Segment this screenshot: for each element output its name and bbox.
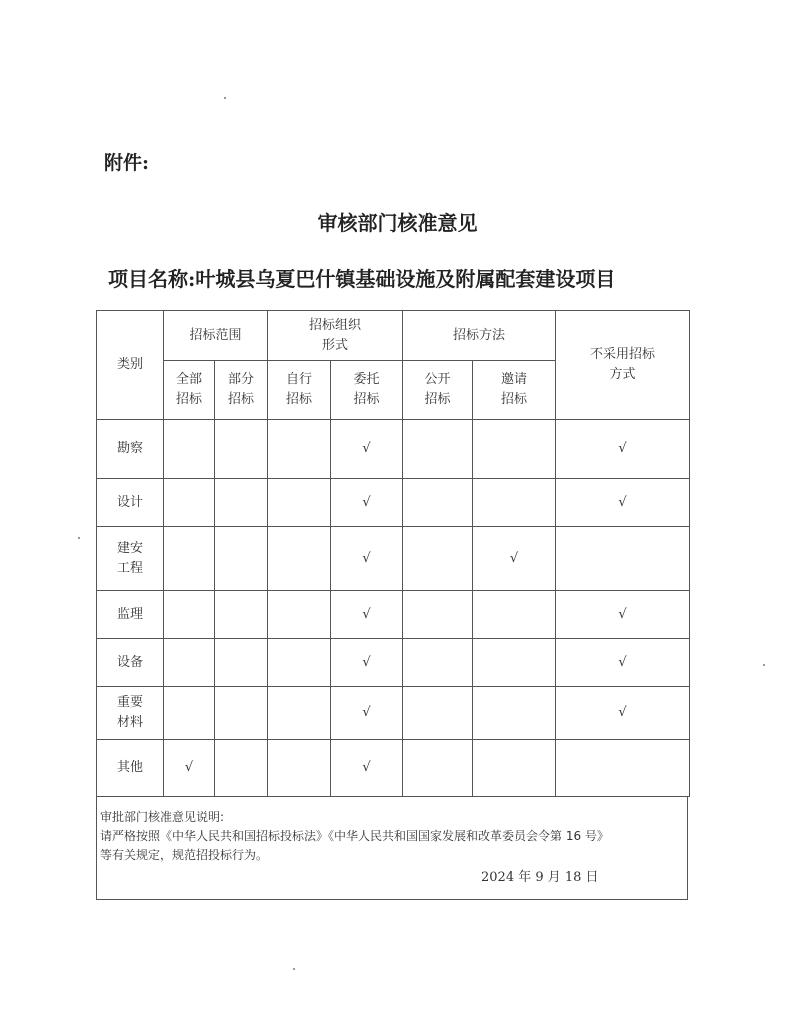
approval-line-1: 请严格按照《中华人民共和国招标投标法》《中华人民共和国国家发展和改革委员会令第 16 号》 — [100, 829, 609, 843]
project-label: 项目名称: — [108, 267, 196, 291]
table-row — [97, 420, 690, 479]
attachment-label: 附件: — [104, 152, 150, 174]
project-name: 叶城县乌夏巴什镇基础设施及附属配套建设项目 — [195, 267, 616, 291]
cell-entrust: √ — [331, 740, 403, 797]
cell-full — [164, 479, 215, 527]
cell-full — [164, 687, 215, 740]
row-category: 建安工程 — [97, 527, 164, 591]
cell-entrust: √ — [331, 479, 403, 527]
cell-self — [268, 740, 331, 797]
approval-date: 2024 年 9 月 18 日 — [481, 870, 599, 885]
table-row — [97, 479, 690, 527]
project-line — [108, 263, 615, 292]
cell-no-bid: √ — [556, 639, 690, 687]
approval-heading: 审批部门核准意见说明: — [100, 810, 225, 824]
cell-full — [164, 639, 215, 687]
scan-speck — [224, 97, 226, 99]
document-title: 审核部门核准意见 — [317, 211, 478, 235]
cell-entrust: √ — [331, 527, 403, 591]
cell-no-bid: √ — [556, 591, 690, 639]
table-row — [97, 639, 690, 687]
cell-self — [268, 479, 331, 527]
cell-open — [403, 687, 473, 740]
cell-partial — [215, 740, 268, 797]
cell-no-bid — [556, 527, 690, 591]
cell-open — [403, 591, 473, 639]
cell-entrust: √ — [331, 687, 403, 740]
cell-open — [403, 479, 473, 527]
header-org: 招标组织形式 — [268, 311, 403, 361]
cell-partial — [215, 420, 268, 479]
row-category: 设备 — [97, 639, 164, 687]
cell-partial — [215, 479, 268, 527]
header-scope: 招标范围 — [164, 311, 268, 361]
scan-speck — [763, 664, 765, 666]
cell-no-bid — [556, 740, 690, 797]
cell-invite — [473, 687, 556, 740]
bidding-table — [96, 310, 690, 797]
cell-self — [268, 591, 331, 639]
header-method: 招标方法 — [403, 311, 556, 361]
scan-speck — [78, 537, 80, 539]
row-category: 勘察 — [97, 420, 164, 479]
row-category: 重要材料 — [97, 687, 164, 740]
cell-open — [403, 740, 473, 797]
cell-self — [268, 639, 331, 687]
cell-partial — [215, 639, 268, 687]
cell-invite: √ — [473, 527, 556, 591]
cell-invite — [473, 420, 556, 479]
cell-invite — [473, 591, 556, 639]
table-row — [97, 527, 690, 591]
cell-full — [164, 591, 215, 639]
cell-invite — [473, 639, 556, 687]
cell-self — [268, 527, 331, 591]
cell-open — [403, 527, 473, 591]
header-category: 类别 — [97, 311, 164, 420]
approval-line-2: 等有关规定，规范招投标行为。 — [100, 848, 269, 862]
header-full: 全部招标 — [164, 361, 215, 420]
cell-entrust: √ — [331, 639, 403, 687]
row-category: 监理 — [97, 591, 164, 639]
cell-invite — [473, 479, 556, 527]
header-no-bid: 不采用招标方式 — [556, 311, 690, 420]
approval-note — [96, 796, 688, 900]
table-row — [97, 591, 690, 639]
cell-full: √ — [164, 740, 215, 797]
row-category: 设计 — [97, 479, 164, 527]
header-partial: 部分招标 — [215, 361, 268, 420]
cell-partial — [215, 687, 268, 740]
header-invite: 邀请招标 — [473, 361, 556, 420]
cell-entrust: √ — [331, 420, 403, 479]
cell-open — [403, 420, 473, 479]
cell-self — [268, 420, 331, 479]
cell-invite — [473, 740, 556, 797]
header-self: 自行招标 — [268, 361, 331, 420]
cell-self — [268, 687, 331, 740]
row-category: 其他 — [97, 740, 164, 797]
table-row — [97, 687, 690, 740]
header-open: 公开招标 — [403, 361, 473, 420]
header-entrust: 委托招标 — [331, 361, 403, 420]
cell-no-bid: √ — [556, 479, 690, 527]
cell-no-bid: √ — [556, 420, 690, 479]
cell-partial — [215, 591, 268, 639]
cell-partial — [215, 527, 268, 591]
scan-speck — [293, 968, 295, 970]
table-row — [97, 740, 690, 797]
cell-no-bid: √ — [556, 687, 690, 740]
cell-entrust: √ — [331, 591, 403, 639]
cell-open — [403, 639, 473, 687]
cell-full — [164, 420, 215, 479]
cell-full — [164, 527, 215, 591]
